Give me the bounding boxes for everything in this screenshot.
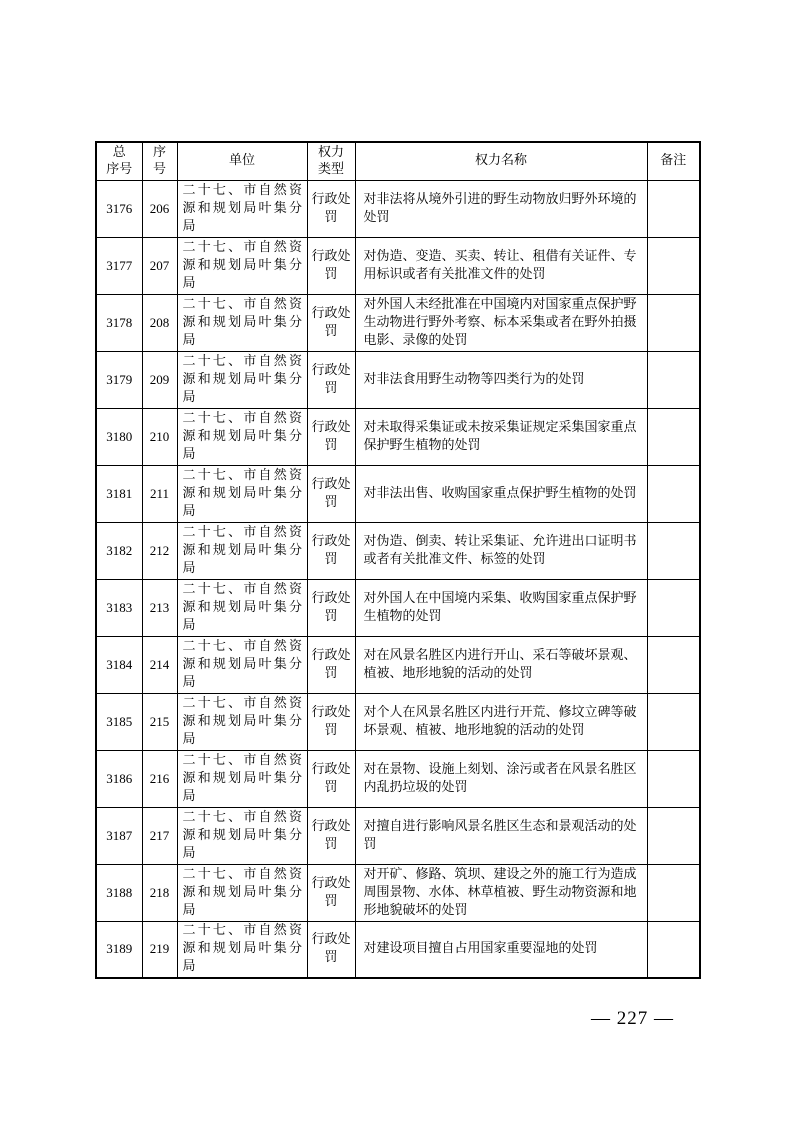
table-row bbox=[96, 807, 700, 864]
cell-power-type: 行政处罚 bbox=[307, 636, 355, 693]
cell-unit: 二十七、市自然资源和规划局叶集分局 bbox=[177, 921, 307, 978]
cell-remark bbox=[647, 807, 700, 864]
cell-unit: 二十七、市自然资源和规划局叶集分局 bbox=[177, 807, 307, 864]
header-total-no bbox=[96, 142, 142, 180]
cell-total-no: 3178 bbox=[96, 294, 142, 351]
header-seq-line2: 号 bbox=[152, 162, 166, 178]
cell-unit: 二十七、市自然资源和规划局叶集分局 bbox=[177, 237, 307, 294]
power-list-table bbox=[95, 141, 701, 979]
header-total-no-line2: 序号 bbox=[106, 162, 133, 178]
cell-seq: 211 bbox=[142, 465, 177, 522]
cell-unit: 二十七、市自然资源和规划局叶集分局 bbox=[177, 579, 307, 636]
cell-power-type: 行政处罚 bbox=[307, 237, 355, 294]
cell-power-name: 对伪造、变造、买卖、转让、租借有关证件、专用标识或者有关批准文件的处罚 bbox=[355, 237, 647, 294]
header-power-name: 权力名称 bbox=[355, 142, 647, 180]
cell-total-no: 3182 bbox=[96, 522, 142, 579]
cell-remark bbox=[647, 750, 700, 807]
cell-remark bbox=[647, 522, 700, 579]
cell-remark bbox=[647, 693, 700, 750]
cell-power-name: 对非法食用野生动物等四类行为的处罚 bbox=[355, 351, 647, 408]
table-row bbox=[96, 408, 700, 465]
cell-seq: 209 bbox=[142, 351, 177, 408]
cell-power-name: 对建设项目擅自占用国家重要湿地的处罚 bbox=[355, 921, 647, 978]
cell-remark bbox=[647, 636, 700, 693]
cell-unit: 二十七、市自然资源和规划局叶集分局 bbox=[177, 864, 307, 921]
cell-total-no: 3186 bbox=[96, 750, 142, 807]
cell-power-name: 对非法出售、收购国家重点保护野生植物的处罚 bbox=[355, 465, 647, 522]
cell-unit: 二十七、市自然资源和规划局叶集分局 bbox=[177, 693, 307, 750]
header-power-type-line1: 权力 bbox=[317, 145, 344, 161]
cell-unit: 二十七、市自然资源和规划局叶集分局 bbox=[177, 351, 307, 408]
cell-power-name: 对在景物、设施上刻划、涂污或者在风景名胜区内乱扔垃圾的处罚 bbox=[355, 750, 647, 807]
cell-power-name: 对擅自进行影响风景名胜区生态和景观活动的处罚 bbox=[355, 807, 647, 864]
cell-seq: 212 bbox=[142, 522, 177, 579]
cell-total-no: 3183 bbox=[96, 579, 142, 636]
cell-power-name: 对在风景名胜区内进行开山、采石等破坏景观、植被、地形地貌的活动的处罚 bbox=[355, 636, 647, 693]
cell-power-type: 行政处罚 bbox=[307, 294, 355, 351]
cell-seq: 206 bbox=[142, 180, 177, 237]
cell-total-no: 3180 bbox=[96, 408, 142, 465]
cell-remark bbox=[647, 351, 700, 408]
table-row bbox=[96, 864, 700, 921]
cell-power-type: 行政处罚 bbox=[307, 408, 355, 465]
cell-seq: 210 bbox=[142, 408, 177, 465]
header-seq-line1: 序 bbox=[152, 145, 166, 161]
header-remark: 备注 bbox=[647, 142, 700, 180]
table-row bbox=[96, 180, 700, 237]
cell-total-no: 3187 bbox=[96, 807, 142, 864]
cell-power-type: 行政处罚 bbox=[307, 579, 355, 636]
cell-power-type: 行政处罚 bbox=[307, 864, 355, 921]
cell-seq: 214 bbox=[142, 636, 177, 693]
cell-unit: 二十七、市自然资源和规划局叶集分局 bbox=[177, 636, 307, 693]
cell-total-no: 3177 bbox=[96, 237, 142, 294]
cell-seq: 207 bbox=[142, 237, 177, 294]
cell-power-name: 对外国人在中国境内采集、收购国家重点保护野生植物的处罚 bbox=[355, 579, 647, 636]
cell-unit: 二十七、市自然资源和规划局叶集分局 bbox=[177, 294, 307, 351]
cell-seq: 215 bbox=[142, 693, 177, 750]
cell-remark bbox=[647, 864, 700, 921]
cell-power-name: 对非法将从境外引进的野生动物放归野外环境的处罚 bbox=[355, 180, 647, 237]
cell-seq: 217 bbox=[142, 807, 177, 864]
table-row bbox=[96, 750, 700, 807]
cell-remark bbox=[647, 465, 700, 522]
cell-seq: 213 bbox=[142, 579, 177, 636]
cell-seq: 216 bbox=[142, 750, 177, 807]
cell-seq: 218 bbox=[142, 864, 177, 921]
table-row bbox=[96, 294, 700, 351]
cell-power-type: 行政处罚 bbox=[307, 750, 355, 807]
table-row bbox=[96, 351, 700, 408]
cell-total-no: 3189 bbox=[96, 921, 142, 978]
cell-unit: 二十七、市自然资源和规划局叶集分局 bbox=[177, 522, 307, 579]
cell-seq: 219 bbox=[142, 921, 177, 978]
cell-total-no: 3188 bbox=[96, 864, 142, 921]
cell-remark bbox=[647, 408, 700, 465]
header-power-type-line2: 类型 bbox=[317, 162, 344, 178]
cell-total-no: 3184 bbox=[96, 636, 142, 693]
cell-remark bbox=[647, 921, 700, 978]
table-row bbox=[96, 693, 700, 750]
cell-power-name: 对未取得采集证或未按采集证规定采集国家重点保护野生植物的处罚 bbox=[355, 408, 647, 465]
header-total-no-line1: 总 bbox=[112, 145, 126, 161]
table-row bbox=[96, 465, 700, 522]
table-row bbox=[96, 921, 700, 978]
cell-total-no: 3185 bbox=[96, 693, 142, 750]
cell-power-type: 行政处罚 bbox=[307, 921, 355, 978]
header-power-type bbox=[307, 142, 355, 180]
cell-remark bbox=[647, 237, 700, 294]
cell-power-name: 对外国人未经批准在中国境内对国家重点保护野生动物进行野外考察、标本采集或者在野外拍摄电影、录像的处罚 bbox=[355, 294, 647, 351]
table-header-row bbox=[96, 142, 700, 180]
cell-total-no: 3181 bbox=[96, 465, 142, 522]
cell-power-type: 行政处罚 bbox=[307, 522, 355, 579]
table-row bbox=[96, 237, 700, 294]
cell-unit: 二十七、市自然资源和规划局叶集分局 bbox=[177, 180, 307, 237]
table-row bbox=[96, 579, 700, 636]
cell-remark bbox=[647, 579, 700, 636]
cell-unit: 二十七、市自然资源和规划局叶集分局 bbox=[177, 750, 307, 807]
cell-remark bbox=[647, 294, 700, 351]
table-row bbox=[96, 522, 700, 579]
cell-seq: 208 bbox=[142, 294, 177, 351]
cell-unit: 二十七、市自然资源和规划局叶集分局 bbox=[177, 408, 307, 465]
cell-power-type: 行政处罚 bbox=[307, 180, 355, 237]
cell-power-type: 行政处罚 bbox=[307, 465, 355, 522]
cell-power-name: 对个人在风景名胜区内进行开荒、修坟立碑等破坏景观、植被、地形地貌的活动的处罚 bbox=[355, 693, 647, 750]
header-seq bbox=[142, 142, 177, 180]
cell-power-type: 行政处罚 bbox=[307, 351, 355, 408]
table-row bbox=[96, 636, 700, 693]
cell-power-name: 对开矿、修路、筑坝、建设之外的施工行为造成周围景物、水体、林草植被、野生动物资源和地形地貌破坏的处罚 bbox=[355, 864, 647, 921]
page-number: — 227 — bbox=[591, 1008, 674, 1029]
cell-total-no: 3176 bbox=[96, 180, 142, 237]
cell-power-name: 对伪造、倒卖、转让采集证、允许进出口证明书或者有关批准文件、标签的处罚 bbox=[355, 522, 647, 579]
header-unit: 单位 bbox=[177, 142, 307, 180]
cell-power-type: 行政处罚 bbox=[307, 807, 355, 864]
cell-remark bbox=[647, 180, 700, 237]
cell-power-type: 行政处罚 bbox=[307, 693, 355, 750]
cell-unit: 二十七、市自然资源和规划局叶集分局 bbox=[177, 465, 307, 522]
cell-total-no: 3179 bbox=[96, 351, 142, 408]
